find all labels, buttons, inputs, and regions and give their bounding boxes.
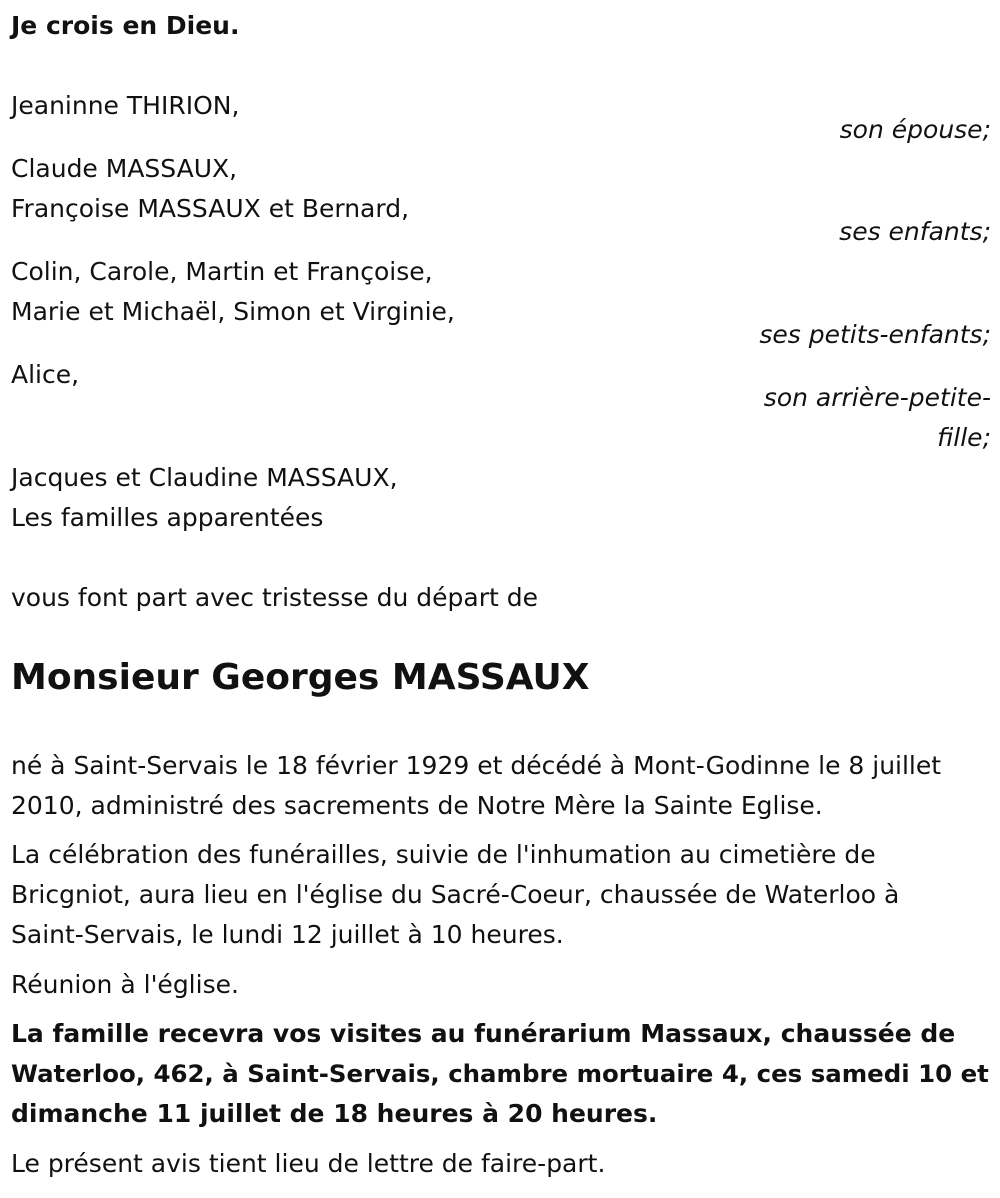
great-grandchild-role-line1: son arrière-petite- xyxy=(763,383,991,412)
faith-header: Je crois en Dieu. xyxy=(11,11,240,40)
other-relatives: Jacques et Claudine MASSAUX, xyxy=(11,463,398,492)
great-grandchild-role-line2: fille; xyxy=(937,423,991,452)
related-families: Les familles apparentées xyxy=(11,503,324,532)
child-name: Claude MASSAUX, xyxy=(11,154,238,183)
funeral-line: La célébration des funérailles, suivie de l'inhumation au cimetière de xyxy=(11,840,876,869)
spouse-role: son épouse; xyxy=(839,115,991,144)
spouse-name: Jeaninne THIRION, xyxy=(11,91,240,120)
visits-line: La famille recevra vos visites au funérarium Massaux, chaussée de xyxy=(11,1019,956,1048)
funeral-line: Saint-Servais, le lundi 12 juillet à 10 heures. xyxy=(11,920,564,949)
birth-death-line: 2010, administré des sacrements de Notre Mère la Sainte Eglise. xyxy=(11,791,823,820)
closing-note: Le présent avis tient lieu de lettre de faire-part. xyxy=(11,1149,606,1178)
great-grandchild-name: Alice, xyxy=(11,360,80,389)
birth-death-line: né à Saint-Servais le 18 février 1929 et décédé à Mont-Godinne le 8 juillet xyxy=(11,751,942,780)
child-name: Françoise MASSAUX et Bernard, xyxy=(11,194,410,223)
visits-line: Waterloo, 462, à Saint-Servais, chambre mortuaire 4, ces samedi 10 et xyxy=(11,1059,989,1088)
grandchildren-line: Marie et Michaël, Simon et Virginie, xyxy=(11,297,455,326)
children-role: ses enfants; xyxy=(839,217,991,246)
announcement-text: vous font part avec tristesse du départ de xyxy=(11,583,538,612)
deceased-name: Monsieur Georges MASSAUX xyxy=(11,657,590,698)
funeral-line: Bricgniot, aura lieu en l'église du Sacré-Coeur, chaussée de Waterloo à xyxy=(11,880,900,909)
visits-line: dimanche 11 juillet de 18 heures à 20 heures. xyxy=(11,1099,658,1128)
grandchildren-role: ses petits-enfants; xyxy=(759,320,991,349)
meeting-info: Réunion à l'église. xyxy=(11,970,239,999)
grandchildren-line: Colin, Carole, Martin et Françoise, xyxy=(11,257,433,286)
